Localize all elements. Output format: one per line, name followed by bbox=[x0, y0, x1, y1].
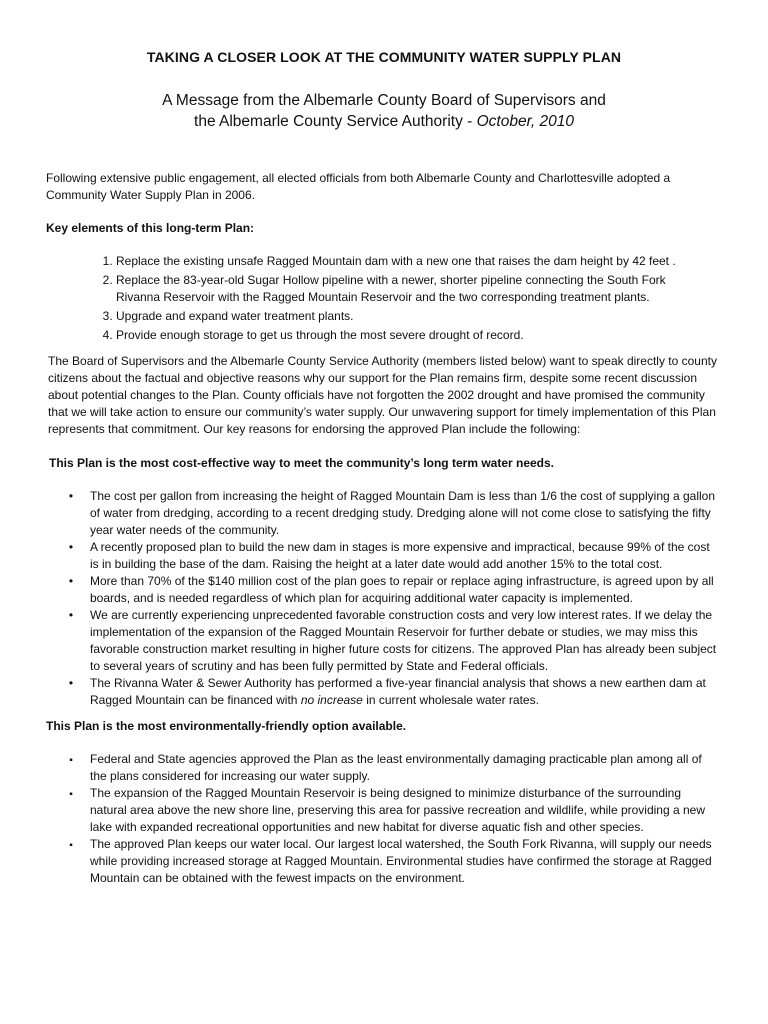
environment-bullet-text: The approved Plan keeps our water local. Our largest local watershed, the South Fork Rivanna, will supply our needs while providing increased storage at Ragged Mountain. Environmental studies have confirmed the storage at Ragged Mountain can be obtained with the fewest impacts on the environment. bbox=[90, 837, 712, 885]
environment-bullet-text: The expansion of the Ragged Mountain Reservoir is being designed to minimize disturbance of the surrounding natural area above the new shore line, preserving this area for passive recreation and wildlife, while providing a new lake with expanded recreational opportunities and new habitat for diverse aquatic fish and other species. bbox=[90, 786, 706, 834]
subtitle-line-2 bbox=[46, 111, 722, 132]
cost-bullet-item bbox=[46, 675, 722, 709]
cost-bullet-text-after: in current wholesale water rates. bbox=[362, 693, 539, 707]
key-element-item: 1. Replace the existing unsafe Ragged Mountain dam with a new one that raises the dam height by 42 feet . bbox=[116, 253, 722, 270]
cost-bullet-text: The cost per gallon from increasing the height of Ragged Mountain Dam is less than 1/6 the cost of supplying a gallon of water from dredging, according to a recent dredging study. Dredging alone will not come close to satisfying the fifty year water needs of the community. bbox=[90, 489, 716, 537]
key-element-item: 2. Replace the 83-year-old Sugar Hollow pipeline with a newer, shorter pipeline connecting the South Fork Rivanna Reservoir with the Ragged Mountain Reservoir and the two corresponding treatment plants. bbox=[116, 272, 722, 306]
key-elements-heading: Key elements of this long-term Plan: bbox=[46, 221, 255, 235]
bullet-icon bbox=[66, 573, 76, 590]
environment-bullet-item bbox=[46, 751, 722, 785]
key-elements-list bbox=[46, 253, 722, 344]
cost-bullet-list bbox=[46, 488, 722, 709]
square-bullet-icon bbox=[66, 785, 76, 803]
environment-bullet-item bbox=[46, 836, 722, 887]
cost-bullet-item bbox=[46, 539, 722, 573]
cost-bullet-item bbox=[46, 607, 722, 675]
document-subtitle bbox=[46, 90, 722, 132]
subtitle-line-1: A Message from the Albemarle County Board of Supervisors and bbox=[162, 92, 606, 109]
key-element-item: 4. Provide enough storage to get us through the most severe drought of record. bbox=[116, 327, 722, 344]
key-element-item: 3. Upgrade and expand water treatment plants. bbox=[116, 308, 722, 325]
environment-section-heading: This Plan is the most environmentally-friendly option available. bbox=[46, 719, 407, 733]
intro-paragraph: Following extensive public engagement, all elected officials from both Albemarle County and Charlottesville adopted a Community Water Supply Plan in 2006. bbox=[46, 171, 671, 202]
square-bullet-icon bbox=[66, 751, 76, 769]
subtitle-line-2-text: the Albemarle County Service Authority - bbox=[194, 113, 477, 130]
cost-bullet-text-before: The Rivanna Water & Sewer Authority has performed a five-year financial analysis that shows a new earthen dam at Ragged Mountain can be financed with bbox=[90, 676, 706, 707]
cost-bullet-text: More than 70% of the $140 million cost of the plan goes to repair or replace aging infrastructure, is agreed upon by all boards, and is needed regardless of which plan for acquiring additional water capacity is implemented. bbox=[90, 574, 714, 605]
subtitle-date: October, 2010 bbox=[476, 113, 574, 130]
document-title: TAKING A CLOSER LOOK AT THE COMMUNITY WATER SUPPLY PLAN bbox=[146, 49, 622, 65]
cost-section-heading: This Plan is the most cost-effective way to meet the community’s long term water needs. bbox=[49, 456, 555, 470]
cost-bullet-emphasis: no increase bbox=[300, 693, 363, 707]
board-paragraph: The Board of Supervisors and the Albemarle County Service Authority (members listed below) want to speak directly to county citizens about the factual and objective reasons why our support for the Plan remains firm, despite some recent discussion about potential changes to the Plan. County officials have not forgotten the 2002 drought and have promised the community that we will take action to ensure our community’s water supply. Our unwavering support for timely implementation of this Plan represents that commitment. Our key reasons for endorsing the approved Plan include the following: bbox=[48, 354, 717, 436]
cost-bullet-text: We are currently experiencing unprecedented favorable construction costs and very low interest rates. If we delay the implementation of the expansion of the Ragged Mountain Reservoir for further debate or studies, we may miss this favorable construction market resulting in higher future costs for citizens. The approved Plan has already been subject to several years of scrutiny and has been fully permitted by State and Federal officials. bbox=[90, 608, 717, 673]
cost-bullet-text: A recently proposed plan to build the new dam in stages is more expensive and impractical, because 99% of the cost is in building the base of the dam. Raising the height at a later date would add another 15% to the total cost. bbox=[90, 540, 710, 571]
environment-bullet-text: Federal and State agencies approved the Plan as the least environmentally damaging practicable plan among all of the plans considered for increasing our water supply. bbox=[90, 752, 702, 783]
bullet-icon bbox=[66, 675, 76, 692]
square-bullet-icon bbox=[66, 836, 76, 854]
environment-bullet-item bbox=[46, 785, 722, 836]
cost-bullet-item bbox=[46, 573, 722, 607]
bullet-icon bbox=[66, 607, 76, 624]
bullet-icon bbox=[66, 539, 76, 556]
bullet-icon bbox=[66, 488, 76, 505]
cost-bullet-item bbox=[46, 488, 722, 539]
environment-bullet-list bbox=[46, 751, 722, 887]
